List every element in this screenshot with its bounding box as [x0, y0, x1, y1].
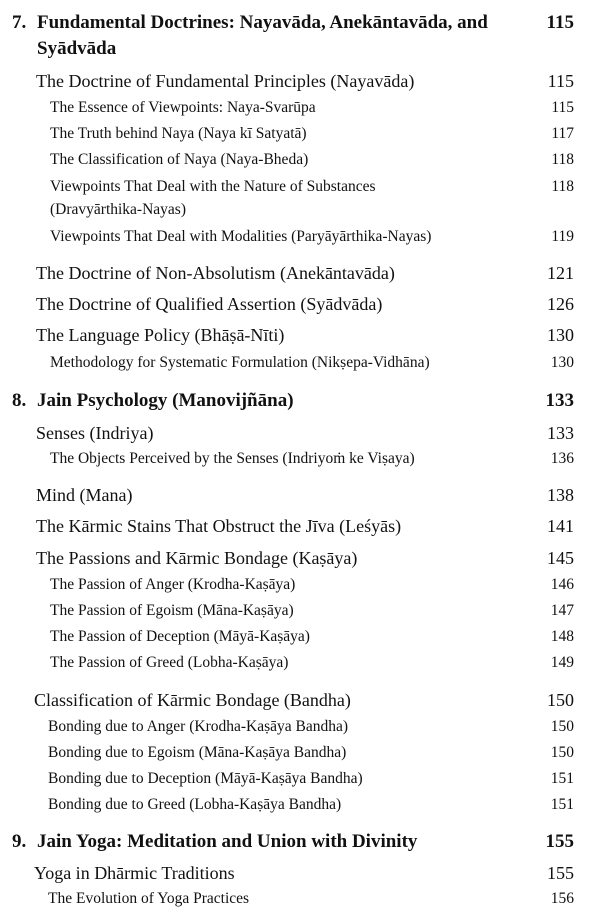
entry-title: Bonding due to Deception (Māyā-Kaṣāya Bandha): [48, 770, 363, 787]
entry-page: 145: [547, 548, 574, 568]
chapter-9-number: 9.: [12, 831, 27, 852]
entry-page: 118: [551, 178, 574, 195]
entry-title: The Essence of Viewpoints: Naya-Svarūpa: [50, 99, 316, 116]
entry-page: 130: [547, 325, 574, 345]
entry-page: 147: [550, 602, 574, 619]
chapter-9-page: 155: [545, 831, 574, 852]
entry-title: Viewpoints That Deal with Modalities (Paryāyārthika-Nayas): [50, 228, 432, 245]
entry-title: The Passion of Greed (Lobha-Kaṣāya): [50, 654, 289, 671]
entry-page: 155: [547, 863, 574, 883]
chapter-9-title: Jain Yoga: Meditation and Union with Divinity: [37, 831, 418, 852]
entry-page: 130: [550, 354, 574, 371]
entry-page: 126: [547, 294, 574, 314]
entry-title: Bonding due to Egoism (Māna-Kaṣāya Bandha): [48, 744, 347, 761]
chapter-8-title: Jain Psychology (Manovijñāna): [37, 390, 294, 411]
chapter-7-title-line2: Syādvāda: [37, 38, 117, 59]
entry-title: Yoga in Dhārmic Traditions: [34, 863, 235, 883]
entry-title: The Objects Perceived by the Senses (Indriyoṁ ke Viṣaya): [50, 450, 415, 467]
entry-title-line2: (Dravyārthika-Nayas): [50, 201, 186, 218]
entry-title: The Passion of Deception (Māyā-Kaṣāya): [50, 628, 310, 645]
entry-page: 151: [550, 796, 574, 813]
entry-title: The Evolution of Yoga Practices: [48, 890, 250, 907]
chapter-7-number: 7.: [12, 12, 27, 33]
entry-title: Bonding due to Anger (Krodha-Kaṣāya Bandha): [48, 718, 349, 735]
entry-title: Methodology for Systematic Formulation (Nikṣepa-Vidhāna): [50, 354, 430, 371]
entry-title: The Passion of Anger (Krodha-Kaṣāya): [50, 576, 296, 593]
entry-title: Senses (Indriya): [36, 423, 154, 443]
entry-title: The Language Policy (Bhāṣā-Nīti): [36, 325, 285, 345]
entry-page: 148: [550, 628, 574, 645]
chapter-8-number: 8.: [12, 390, 27, 411]
entry-page: 151: [550, 770, 574, 787]
entry-title: The Classification of Naya (Naya-Bheda): [50, 151, 309, 168]
entry-title: Viewpoints That Deal with the Nature of Substances: [50, 178, 376, 195]
chapter-8-page: 133: [545, 390, 574, 411]
entry-title: The Doctrine of Fundamental Principles (Nayavāda): [36, 71, 415, 91]
entry-page: 133: [547, 423, 574, 443]
entry-page: 149: [550, 654, 574, 671]
entry-page: 146: [550, 576, 574, 593]
chapter-7-title: Fundamental Doctrines: Nayavāda, Anekāntavāda, and: [37, 12, 488, 33]
entry-title: The Truth behind Naya (Naya kī Satyatā): [50, 125, 307, 142]
entry-title: Mind (Mana): [36, 485, 133, 505]
entry-page: 136: [550, 450, 574, 467]
entry-page: 119: [551, 228, 574, 245]
entry-page: 115: [547, 71, 574, 91]
entry-title: The Passion of Egoism (Māna-Kaṣāya): [50, 602, 294, 619]
entry-title: The Passions and Kārmic Bondage (Kaṣāya): [36, 548, 358, 568]
entry-page: 150: [550, 744, 574, 761]
chapter-7-page: 115: [546, 12, 574, 33]
entry-title: The Doctrine of Qualified Assertion (Syādvāda): [36, 294, 383, 314]
entry-page: 141: [547, 516, 574, 536]
entry-page: 138: [547, 485, 574, 505]
entry-page: 150: [550, 718, 574, 735]
entry-title: Bonding due to Greed (Lobha-Kaṣāya Bandha): [48, 796, 342, 813]
entry-page: 156: [550, 890, 574, 907]
entry-page: 121: [547, 263, 574, 283]
entry-page: 115: [551, 99, 574, 116]
entry-title: The Doctrine of Non-Absolutism (Anekāntavāda): [36, 263, 395, 283]
entry-page: 150: [547, 690, 574, 710]
entry-page: 117: [551, 125, 574, 142]
entry-title: Classification of Kārmic Bondage (Bandha): [34, 690, 351, 710]
entry-title: The Kārmic Stains That Obstruct the Jīva (Leśyās): [36, 516, 402, 536]
entry-page: 118: [551, 151, 574, 168]
